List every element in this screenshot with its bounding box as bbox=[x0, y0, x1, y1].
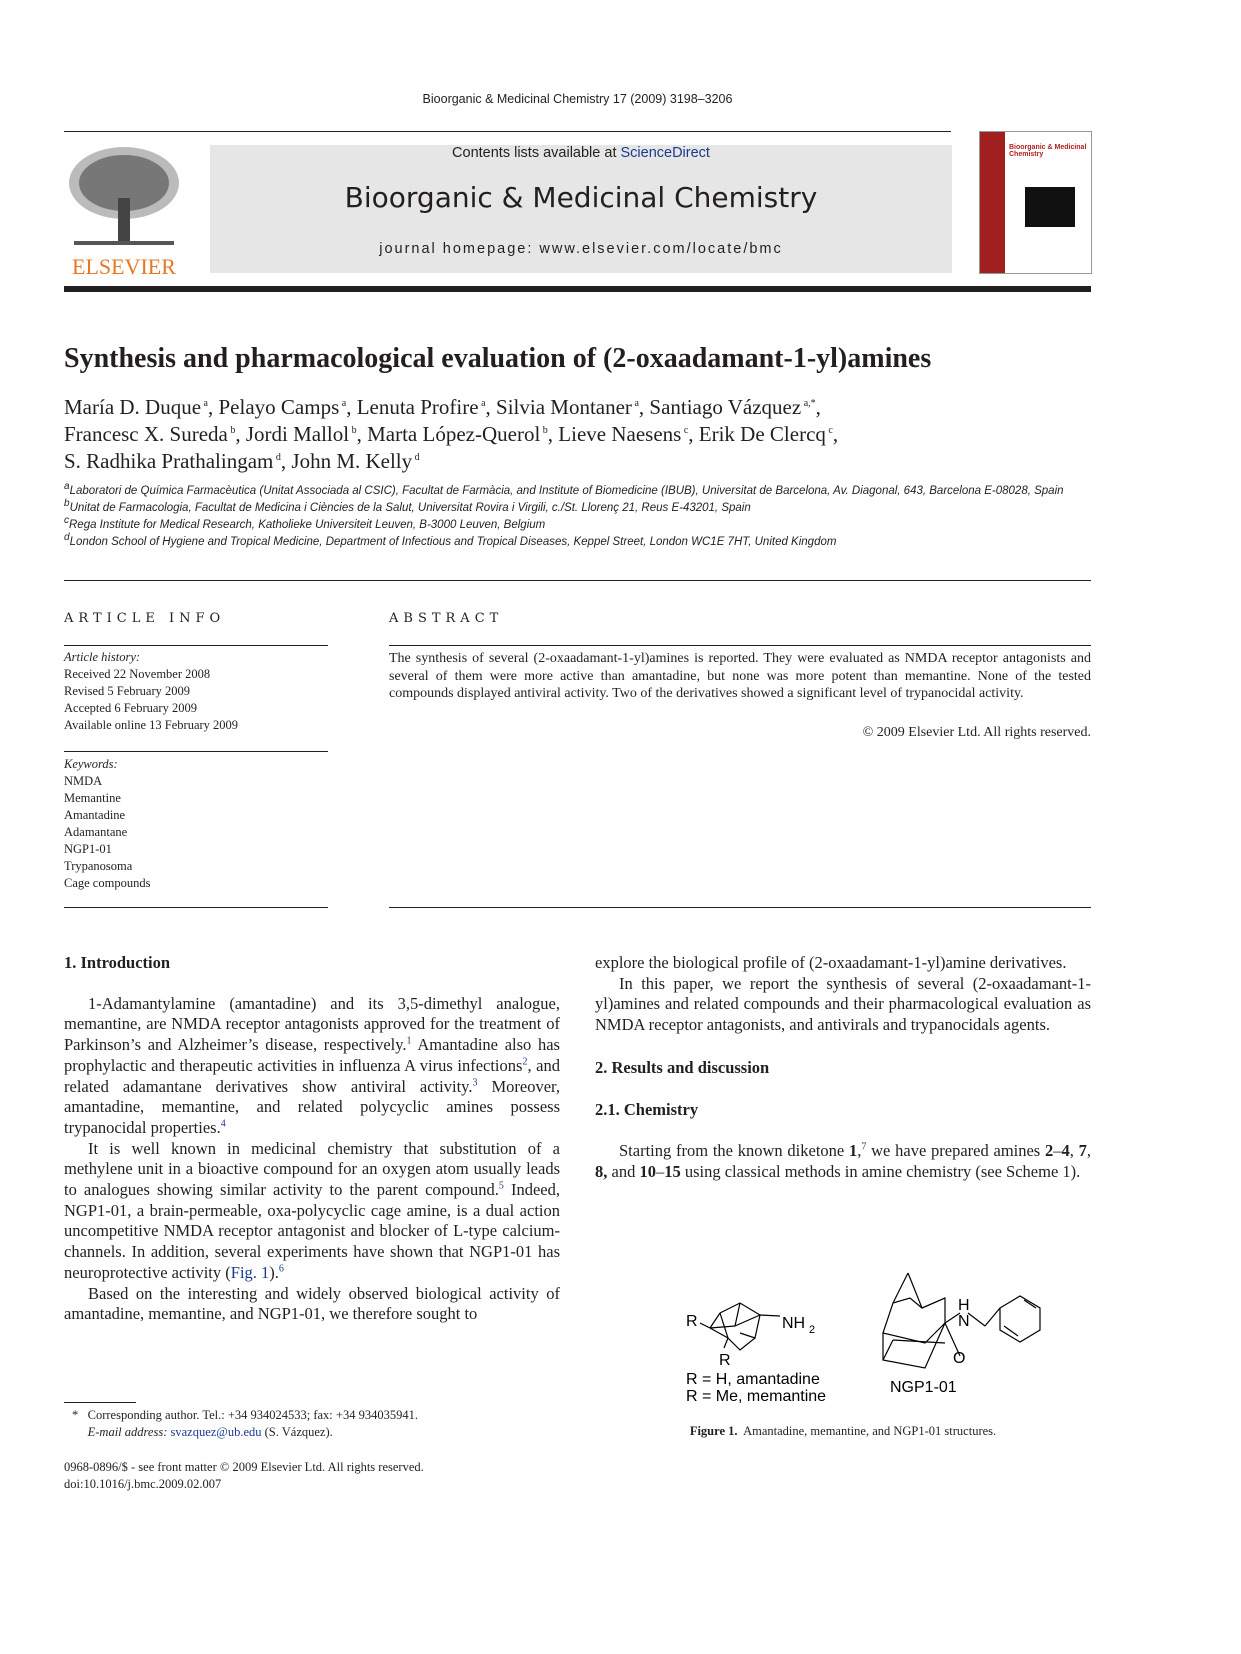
affiliation-mark: d bbox=[412, 452, 420, 463]
citation-link[interactable]: 5 bbox=[498, 1180, 504, 1192]
text: It is well known in medicinal chemistry that substitution of a methylene unit in a bioactive compound for an oxygen atom usually leads to analogues showing similar activity to the parent compound. bbox=[64, 1138, 560, 1200]
cross-reference-link[interactable]: Fig. 1 bbox=[230, 1262, 270, 1282]
citation-link[interactable]: 4 bbox=[220, 1118, 226, 1130]
affiliation-mark: c bbox=[64, 515, 69, 527]
journal-banner: Contents lists available at ScienceDirect Bioorganic & Medicinal Chemistry journal homepage: www.elsevier.com/locate/bmc bbox=[210, 145, 952, 273]
figure-1 bbox=[680, 1268, 1100, 1408]
author-name: Francesc X. Sureda bbox=[64, 422, 228, 446]
author-name: Lieve Naesens bbox=[558, 422, 682, 446]
affiliation-text: Laboratori de Química Farmacèutica (Unitat Associada al CSIC), Facultat de Farmàcia, and Institute of Biomedicine (IBUB), Universitat de Barcelona, Av. Diagonal, 643, Barcelona E-08028, Spain bbox=[69, 485, 1064, 497]
journal-reference: Bioorganic & Medicinal Chemistry 17 (2009) 3198–3206 bbox=[422, 92, 733, 106]
svg-text:N: N bbox=[958, 1313, 970, 1330]
svg-text:NGP1-01: NGP1-01 bbox=[890, 1379, 957, 1396]
affiliation-mark: b bbox=[227, 425, 236, 436]
abstract-text: The synthesis of several (2-oxaadamant-1-yl)amines is reported. They were evaluated as NMDA receptor antagonists and several of them were more active than amantadine, but none was more potent than memantine. None of the tested compounds displayed antiviral activity. Two of the derivatives showed a significant level of trypanocidal activity. bbox=[389, 651, 1091, 701]
article-history: Article history: Received 22 November 2008 Revised 5 February 2009 Accepted 6 February 2009 Available online 13 February 2009 bbox=[64, 650, 239, 732]
journal-cover: Bioorganic & Medicinal Chemistry bbox=[979, 131, 1092, 274]
right-column bbox=[595, 953, 1091, 1183]
tree-icon bbox=[64, 143, 184, 248]
text: – bbox=[655, 1161, 665, 1181]
text: Starting from the known diketone bbox=[619, 1141, 849, 1161]
svg-text:R: R bbox=[719, 1352, 731, 1369]
affiliation-text: Unitat de Farmacologia, Facultat de Medicina i Ciències de la Salut, Universitat Rovira i Virgili, c./St. Llorenç 21, Reus E-43201, Spain bbox=[69, 502, 751, 514]
text: and bbox=[607, 1161, 640, 1181]
compound-number: 7 bbox=[1078, 1141, 1087, 1161]
citation-link[interactable]: 3 bbox=[472, 1077, 478, 1089]
text: Indeed, NGP1-01, a brain-permeable, oxa-polycyclic cage amine, is a dual action uncompetitive NMDA receptor antagonist and blocker of L-type calcium-channels. In addition, several experiments have shown that NGP1-01 has neuroprotective activity ( bbox=[64, 1180, 560, 1282]
compound-number: 4 bbox=[1061, 1141, 1070, 1161]
svg-text:H: H bbox=[958, 1297, 970, 1314]
chemical-structures bbox=[680, 1268, 1100, 1408]
affiliation-mark: a bbox=[201, 398, 208, 409]
affiliation-mark: c bbox=[825, 425, 833, 436]
text: , bbox=[857, 1141, 862, 1161]
journal-name: Bioorganic & Medicinal Chemistry bbox=[344, 181, 818, 214]
author-name: Lenuta Profire bbox=[356, 395, 479, 419]
compound-number: 10 bbox=[639, 1161, 656, 1181]
text: 1-Adamantylamine (amantadine) and its 3,5-dimethyl analogue, memantine, are NMDA receptor antagonists approved for the treatment of Parkinson’s and Alzheimer’s disease, respectively. bbox=[64, 993, 560, 1055]
affiliation-mark: a bbox=[631, 398, 639, 409]
author-name: Marta López-Querol bbox=[367, 422, 541, 446]
figure-caption: Figure 1. Amantadine, memantine, and NGP1-01 structures. bbox=[689, 1424, 997, 1438]
section-heading: 2. Results and discussion bbox=[595, 1057, 770, 1077]
affiliation-mark: a bbox=[339, 398, 347, 409]
email-link[interactable]: svazquez@ub.edu bbox=[170, 1425, 262, 1439]
bottom-info: 0968-0896/$ - see front matter © 2009 Elsevier Ltd. All rights reserved. doi:10.1016/j.bmc.2009.02.007 bbox=[64, 1460, 424, 1491]
citation-link[interactable]: 2 bbox=[522, 1056, 528, 1068]
text: , bbox=[1086, 1141, 1092, 1161]
affiliation-mark: b bbox=[540, 425, 548, 436]
author-name: Jordi Mallol bbox=[245, 422, 350, 446]
subsection-heading: 2.1. Chemistry bbox=[595, 1099, 699, 1119]
author-name: Silvia Montaner bbox=[496, 395, 632, 419]
affiliation bbox=[64, 517, 1064, 534]
svg-text:R: R bbox=[686, 1313, 698, 1330]
text: ). bbox=[269, 1262, 279, 1282]
author-name: John M. Kelly bbox=[291, 449, 413, 473]
doi-link[interactable]: doi:10.1016/j.bmc.2009.02.007 bbox=[64, 1477, 222, 1491]
affiliation-mark: d bbox=[64, 532, 70, 544]
keywords: Keywords: NMDA Memantine Amantadine Adamantane NGP1-01 Trypanosoma Cage compounds bbox=[64, 757, 151, 890]
text: we have prepared amines bbox=[866, 1141, 1045, 1161]
affiliation-text: London School of Hygiene and Tropical Medicine, Department of Infectious and Tropical Diseases, Keppel Street, London WC1E 7HT, United Kingdom bbox=[69, 536, 837, 548]
text: using classical methods in amine chemistry (see bbox=[680, 1161, 1007, 1181]
affiliations bbox=[64, 483, 1064, 551]
author-list: María D. Duque $^a$, Pelayo Camps $^a$, Lenuta Profire $^a$, Silvia Montaner $^a$, Santiago Vázquez $^{a,*}$, Francesc X. Sureda $^b$, Jordi Mallol $^b$, Marta López-Querol $^b$, Lieve Naesens $^c$, Erik De Clercq $^c$, S. Radhika Prathalingam $^d$, John M. Kelly $^d$ bbox=[64, 395, 839, 473]
svg-text:R = H, amantadine: R = H, amantadine bbox=[686, 1371, 820, 1388]
affiliation-text: Rega Institute for Medical Research, Katholieke Universiteit Leuven, B-3000 Leuven, Belgium bbox=[69, 519, 546, 531]
affiliation bbox=[64, 483, 1064, 500]
affiliation-mark: b bbox=[349, 425, 357, 436]
author-name: Santiago Vázquez bbox=[649, 395, 802, 419]
author-name: María D. Duque bbox=[64, 395, 202, 419]
elsevier-logo: ELSEVIER bbox=[64, 143, 184, 275]
article-title: Synthesis and pharmacological evaluation of (2-oxaadamant-1-yl)amines bbox=[64, 343, 932, 374]
svg-text:R = Me, memantine: R = Me, memantine bbox=[686, 1388, 827, 1405]
footnote: * Corresponding author. Tel.: +34 934024533; fax: +34 934035941. E-mail address: svazquez@ub.edu (S. Vázquez). bbox=[72, 1408, 418, 1439]
text: – bbox=[1053, 1141, 1062, 1161]
paragraph: Based on the interesting and widely observed biological activity of amantadine, memantine, and NGP1-01, we therefore sought to bbox=[64, 1283, 560, 1324]
affiliation-mark: b bbox=[64, 498, 70, 510]
author-name: Erik De Clercq bbox=[698, 422, 826, 446]
svg-text:O: O bbox=[953, 1350, 966, 1367]
paragraph bbox=[64, 1139, 560, 1284]
paragraph bbox=[595, 1141, 1091, 1182]
compound-number: 2 bbox=[1045, 1141, 1054, 1161]
section-heading: 1. Introduction bbox=[64, 953, 171, 972]
copyright: © 2009 Elsevier Ltd. All rights reserved. bbox=[862, 725, 1091, 740]
sciencedirect-link[interactable]: ScienceDirect bbox=[620, 145, 710, 161]
paragraph bbox=[64, 994, 560, 1139]
text: , and related adamantane derivatives show antiviral activity. bbox=[64, 1055, 560, 1096]
paragraph: explore the biological profile of (2-oxaadamant-1-yl)amine derivatives. bbox=[595, 953, 1067, 972]
paragraph: In this paper, we report the synthesis of several (2-oxaadamant-1-yl)amines and related compounds and their pharmacological evaluation as NMDA receptor antagonists, and antivirals and trypanocidals agents. bbox=[595, 973, 1091, 1035]
affiliation-mark: a,* bbox=[801, 398, 816, 409]
abstract-heading: ABSTRACT bbox=[389, 611, 504, 626]
compound-number: 1 bbox=[849, 1141, 858, 1161]
affiliation bbox=[64, 500, 1064, 517]
author-name: Pelayo Camps bbox=[218, 395, 340, 419]
article-info-heading: ARTICLE INFO bbox=[64, 611, 226, 626]
text: , bbox=[1069, 1141, 1079, 1161]
text: ). bbox=[1070, 1161, 1081, 1181]
text: Moreover, amantadine, memantine, and related polycyclic amines possess trypanocidal properties. bbox=[64, 1076, 560, 1137]
compound-number: 8, bbox=[595, 1161, 608, 1181]
svg-text:2: 2 bbox=[809, 1324, 816, 1336]
affiliation bbox=[64, 534, 1064, 551]
svg-text:NH: NH bbox=[782, 1315, 806, 1332]
affiliation-mark: c bbox=[681, 425, 689, 436]
left-column bbox=[64, 953, 560, 1325]
affiliation-mark: a bbox=[64, 481, 70, 493]
text: Amantadine also has prophylactic and therapeutic activities in influenza A virus infections bbox=[64, 1035, 560, 1075]
citation-link[interactable]: 6 bbox=[278, 1263, 284, 1275]
adamantane-structure bbox=[700, 1303, 780, 1350]
text: Scheme 1 bbox=[1006, 1161, 1071, 1181]
affiliation-mark: a bbox=[478, 398, 486, 409]
citation-link[interactable]: 7 bbox=[861, 1141, 867, 1153]
citation-link[interactable]: 1 bbox=[406, 1035, 412, 1047]
compound-number: 15 bbox=[664, 1161, 681, 1181]
journal-homepage[interactable]: journal homepage: www.elsevier.com/locate/bmc bbox=[379, 241, 783, 257]
affiliation-mark: d bbox=[273, 452, 281, 463]
author-name: S. Radhika Prathalingam bbox=[64, 449, 274, 473]
